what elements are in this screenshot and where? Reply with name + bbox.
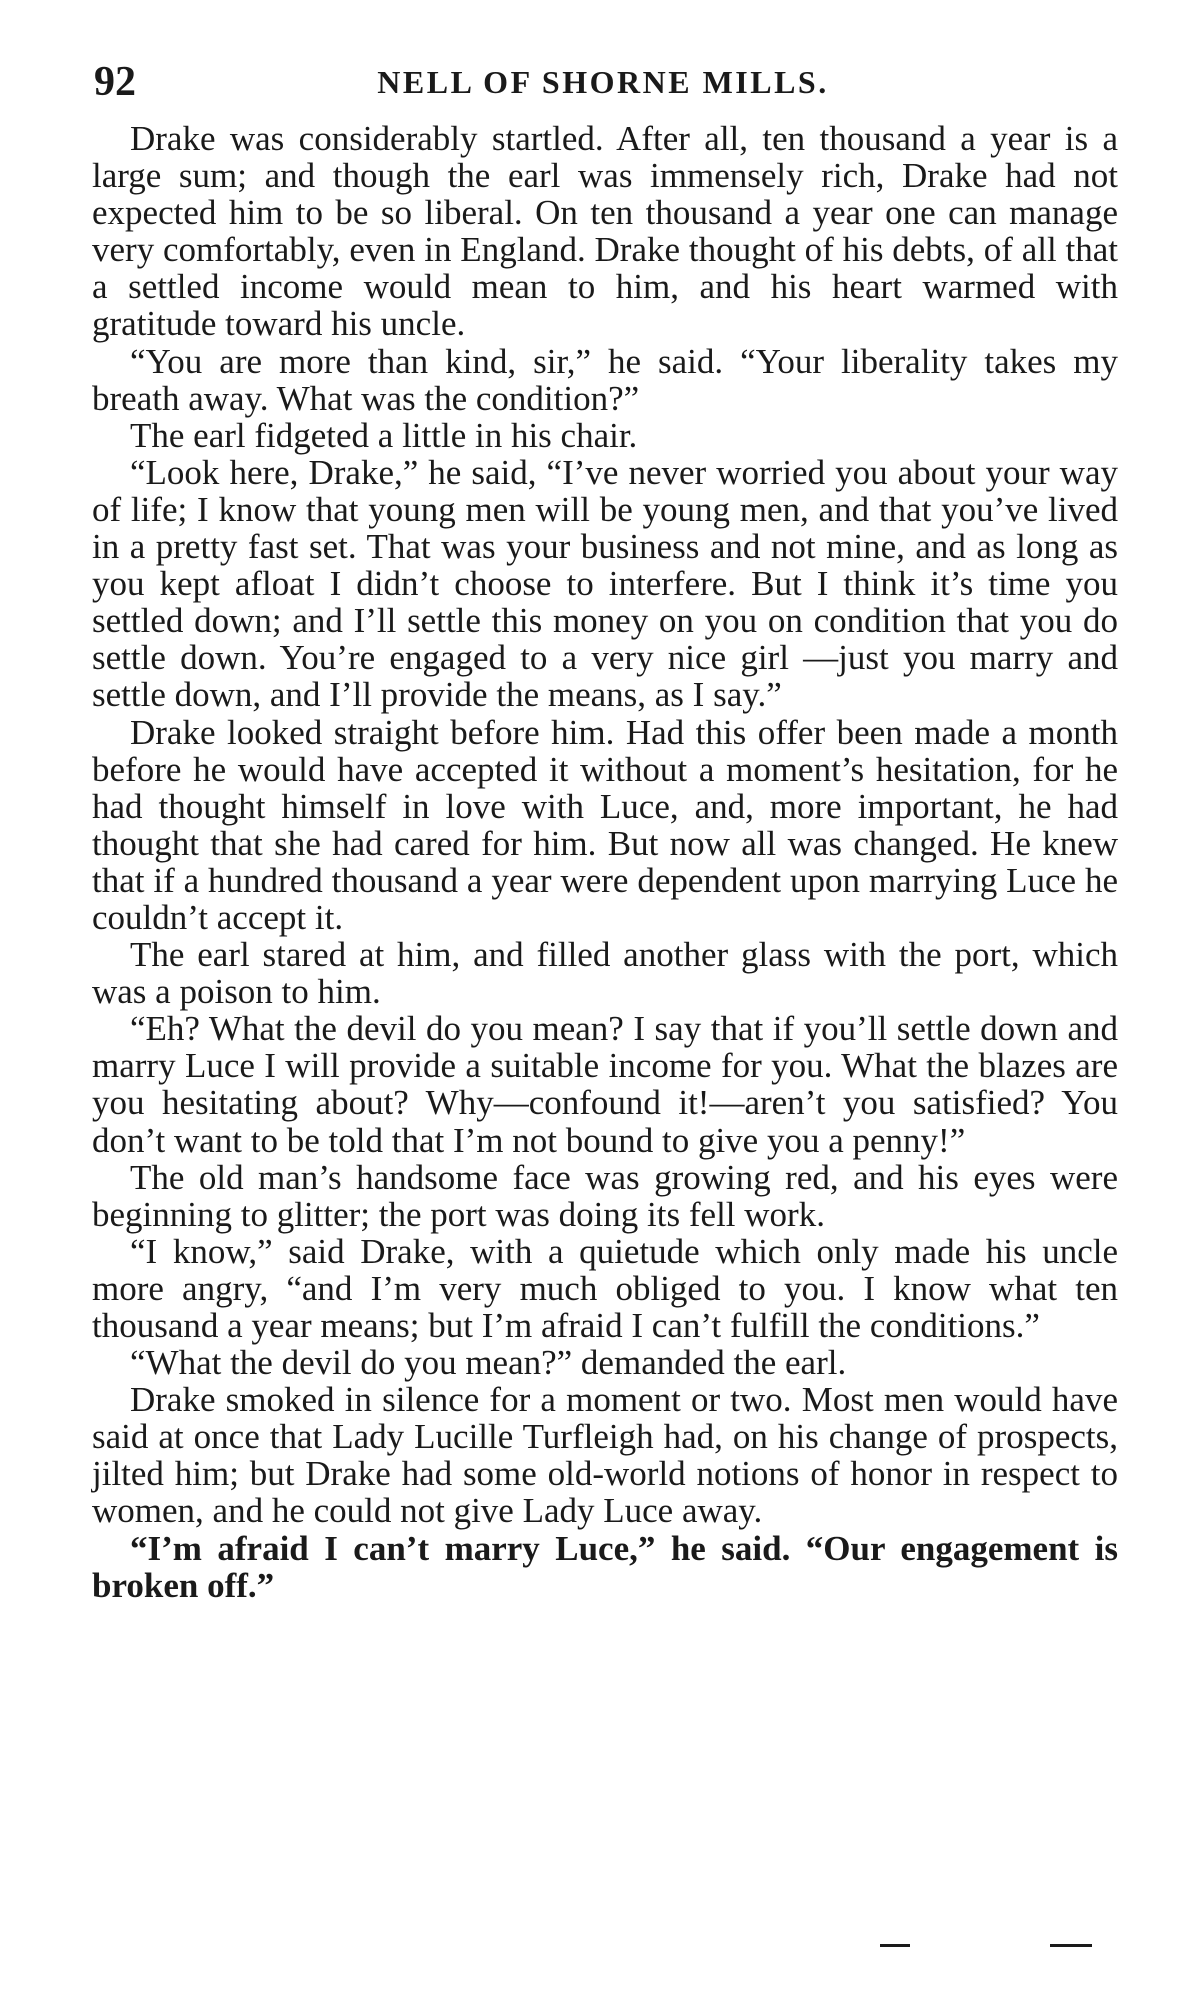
- paragraph: The old man’s handsome face was growing red, and his eyes were beginning to glitter; the port was doing its fell work.: [92, 1157, 1118, 1234]
- body-text: [92, 120, 1118, 1604]
- paragraph: “Eh? What the devil do you mean? I say that if you’ll settle down and marry Luce I will provide a suitable income for you. What the blazes are you hesitating about? Why—confound it!—aren’t you satisfied? You don’t want to be told that I’m not bound to give you a penny!”: [92, 1009, 1118, 1160]
- paragraph: The earl stared at him, and filled another glass with the port, which was a poison to him.: [92, 935, 1118, 1012]
- printer-mark: [880, 1944, 910, 1947]
- paragraph: “You are more than kind, sir,” he said. “Your liberality takes my breath away. What was the condition?”: [92, 341, 1118, 418]
- paragraph: “What the devil do you mean?” demanded the earl.: [130, 1343, 847, 1383]
- page-header: [88, 52, 1118, 112]
- paragraph: The earl fidgeted a little in his chair.: [130, 415, 638, 455]
- paragraph-final: “I’m afraid I can’t marry Luce,” he said. “Our engagement is broken off.”: [92, 1528, 1118, 1605]
- paragraph: Drake smoked in silence for a moment or two. Most men would have said at once that Lady Lucille Turfleigh had, on his change of prospects, jilted him; but Drake had some old-world notions of honor in respect to women, and he could not give Lady Luce away.: [92, 1380, 1118, 1531]
- paragraph: Drake was considerably startled. After all, ten thousand a year is a large sum; and though the earl was immensely rich, Drake had not expected him to be so liberal. On ten thousand a year one can manage very comfortably, even in England. Drake thought of his debts, of all that a settled income would mean to him, and his heart warmed with gratitude toward his uncle.: [92, 119, 1118, 344]
- printer-mark: [1050, 1944, 1092, 1947]
- paragraph: “I know,” said Drake, with a quietude which only made his uncle more angry, “and I’m very much obliged to you. I know what ten thousand a year means; but I’m afraid I can’t fulfill the conditions.”: [92, 1231, 1118, 1345]
- page-number: 92: [94, 59, 136, 105]
- footer-printer-marks: [880, 1936, 1120, 1956]
- paragraph: “Look here, Drake,” he said, “I’ve never worried you about your way of life; I know that young men will be young men, and that you’ve lived in a pretty fast set. That was your business and not mine, and as long as you kept afloat I didn’t choose to interfere. But I think it’s time you settled down; and I’ll settle this money on you on condition that you do settle down. You’re engaged to a very nice girl —just you marry and settle down, and I’ll provide the means, as I say.”: [92, 452, 1118, 715]
- running-title: NELL OF SHORNE MILLS.: [377, 64, 829, 100]
- paragraph: Drake looked straight before him. Had this offer been made a month before he would have accepted it without a moment’s hesitation, for he had thought himself in love with Luce, and, more important, he had thought that she had cared for him. But now all was changed. He knew that if a hundred thousand a year were dependent upon marrying Luce he couldn’t accept it.: [92, 712, 1118, 937]
